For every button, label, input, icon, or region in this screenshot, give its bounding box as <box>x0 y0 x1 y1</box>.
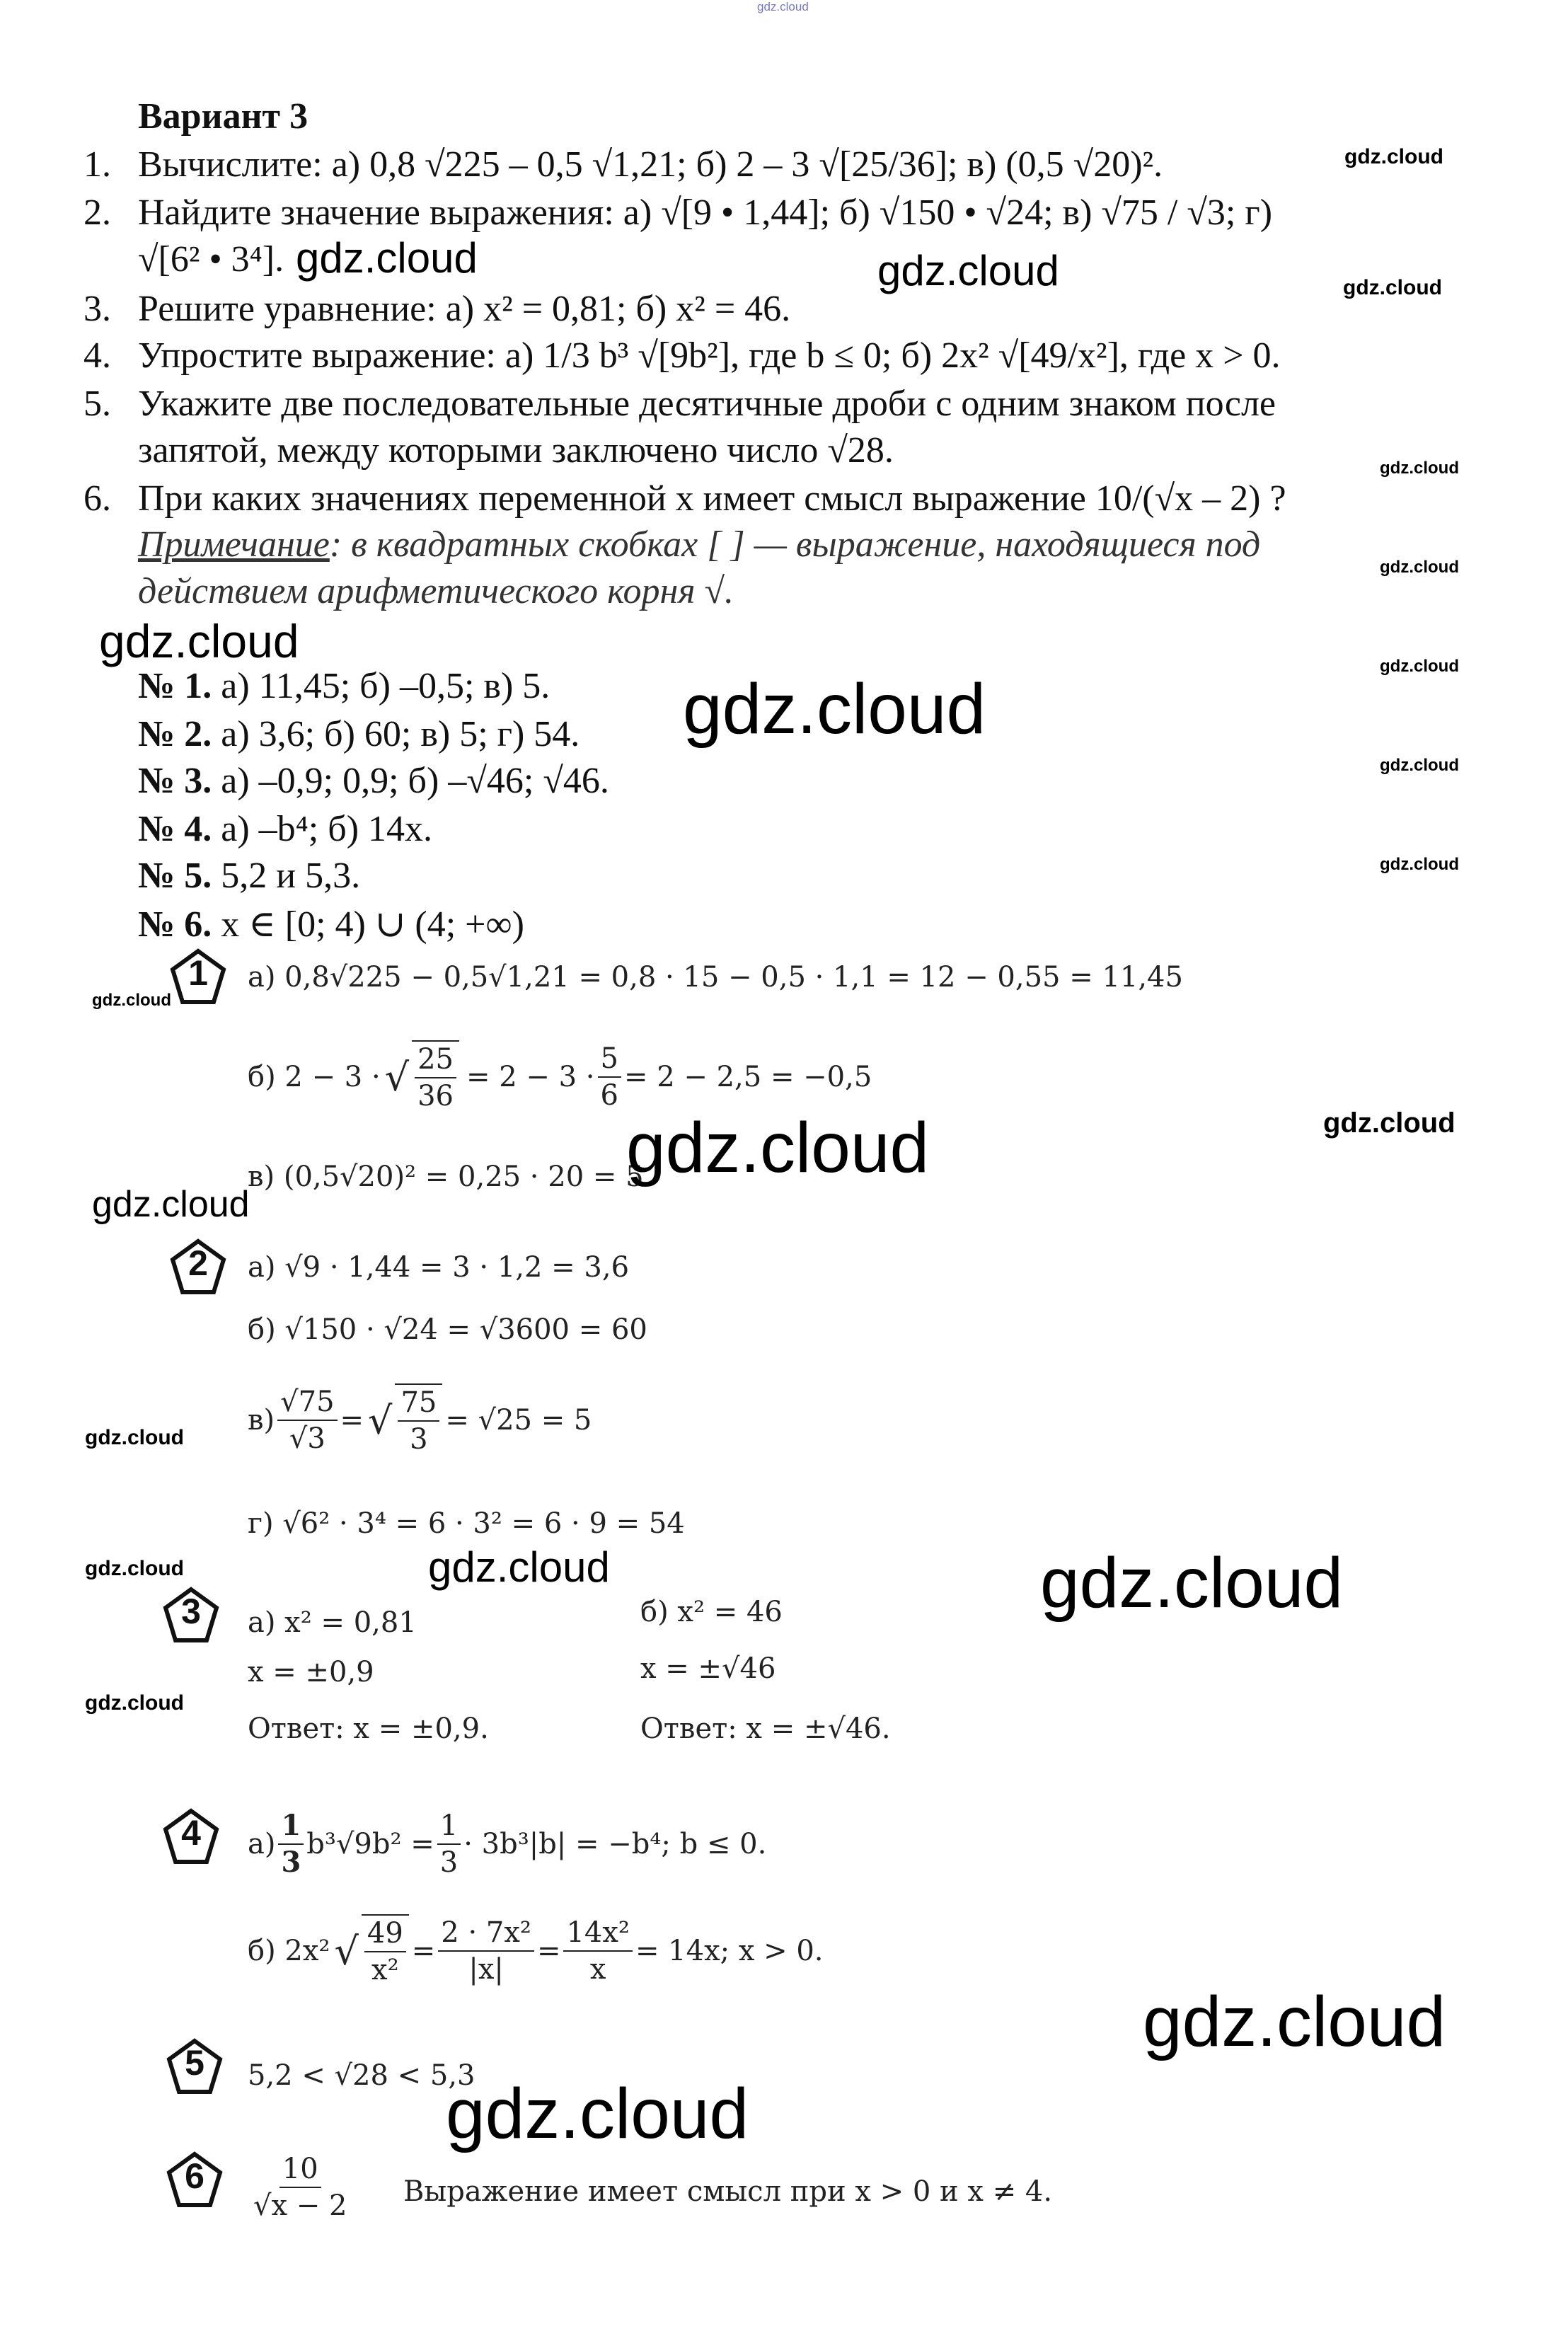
note-label: Примечание <box>138 524 330 565</box>
solution-6-fraction <box>248 2151 352 2223</box>
solution-3b-answer: Ответ: x = ±√46. <box>640 1713 891 1745</box>
solution-5: 5,2 < √28 < 5,3 <box>248 2059 475 2092</box>
task-text: Найдите значение выражения: а) √[9 • 1,44]; б) √150 • √24; в) √75 / √3; г) <box>138 192 1273 233</box>
problem-badge-1: 1 <box>170 948 226 1005</box>
answer-label: № 3. <box>138 761 212 801</box>
watermark: gdz.cloud <box>683 669 986 749</box>
solution-6-text: Выражение имеет смысл при x > 0 и x ≠ 4. <box>403 2175 1053 2208</box>
watermark: gdz.cloud <box>85 1557 184 1580</box>
task-text: Укажите две последовательные десятичные дроби с одним знаком после <box>138 384 1276 424</box>
fraction: $\frac{10}{√x - 2}$ <box>253 2153 347 2222</box>
answer-text: x ∈ [0; 4) ∪ (4; +∞) <box>212 904 524 945</box>
answer-label: № 5. <box>138 856 212 896</box>
answer-row <box>138 713 580 755</box>
solution-1c: в) (0,5√20)² = 0,25 · 20 = 5 <box>248 1161 644 1193</box>
fraction: $\frac{√75}{√3}$ <box>277 1384 337 1456</box>
watermark: gdz.cloud <box>1380 558 1459 577</box>
watermark: gdz.cloud <box>626 1108 930 1187</box>
fraction: $\frac{\text{14x²}}{x}$ <box>563 1915 633 1987</box>
watermark: gdz.cloud <box>92 991 171 1010</box>
problem-badge-6: 6 <box>166 2151 223 2208</box>
watermark: gdz.cloud <box>1380 756 1459 775</box>
note-text: действием арифметического корня √. <box>138 571 734 611</box>
answer-text: 5,2 и 5,3. <box>212 856 361 896</box>
answer-row <box>138 760 609 802</box>
solution-2b: б) √150 · √24 = √3600 = 60 <box>248 1313 647 1346</box>
solution-4a: а) $\frac{1}{3}$ b³√9b² = $\frac{1}{3}$ · 3b³|b| = −b⁴; b ≤ 0. <box>248 1809 767 1879</box>
task-number: 4. <box>83 335 111 376</box>
watermark: gdz.cloud <box>92 1184 250 1225</box>
task-text: √[6² • 3⁴]. <box>138 239 284 280</box>
solution-3b-line2: x = ±√46 <box>640 1652 776 1685</box>
watermark: gdz.cloud <box>1380 459 1459 478</box>
solution-2a: а) √9 · 1,44 = 3 · 1,2 = 3,6 <box>248 1251 630 1284</box>
solution-3a-line2: x = ±0,9 <box>248 1656 374 1688</box>
solution-1a: а) 0,8√225 − 0,5√1,21 = 0,8 · 15 − 0,5 · 1,1 = 12 − 0,55 = 11,45 <box>248 961 1183 994</box>
watermark: gdz.cloud <box>1323 1107 1455 1139</box>
solution-2d: г) √6² · 3⁴ = 6 · 3² = 6 · 9 = 54 <box>248 1507 685 1540</box>
solution-1b: б) 2 − 3 · √ $\frac{25}{36}$ = 2 − 3 · $\frac{5}{6}$ = 2 − 2,5 = −0,5 <box>248 1040 872 1114</box>
problem-badge-5: 5 <box>166 2038 223 2095</box>
task-number: 3. <box>83 289 111 329</box>
answer-row <box>138 855 360 897</box>
solution-3a-answer: Ответ: x = ±0,9. <box>248 1713 489 1745</box>
answer-text: а) 3,6; б) 60; в) 5; г) 54. <box>212 714 580 754</box>
problem-badge-2: 2 <box>170 1238 226 1295</box>
watermark: gdz.cloud <box>85 1426 184 1449</box>
fraction: $\frac{75}{3}$ <box>395 1383 442 1457</box>
answer-text: а) –0,9; 0,9; б) –√46; √46. <box>212 761 609 801</box>
watermark: gdz.cloud <box>99 615 299 667</box>
problem-badge-3: 3 <box>163 1587 219 1643</box>
watermark: gdz.cloud <box>85 1691 184 1715</box>
watermark: gdz.cloud <box>1380 855 1459 874</box>
task-text: Вычислите: а) 0,8 √225 – 0,5 √1,21; б) 2 – 3 √[25/36]; в) (0,5 √20)². <box>138 144 1163 185</box>
solution-3b-line1: б) x² = 46 <box>640 1596 783 1628</box>
task-text: Упростите выражение: а) 1/3 b³ √[9b²], где b ≤ 0; б) 2x² √[49/x²], где x > 0. <box>138 335 1281 376</box>
fraction: $\frac{49}{\text{x²}}$ <box>362 1914 409 1988</box>
fraction: $\frac{\text{2 · 7x²}}{|x|}$ <box>438 1915 534 1987</box>
answer-label: № 4. <box>138 809 212 849</box>
top-watermark: gdz.cloud <box>757 0 809 13</box>
fraction: $\frac{5}{6}$ <box>598 1041 621 1113</box>
watermark: gdz.cloud <box>1040 1543 1344 1623</box>
watermark: gdz.cloud <box>1143 1982 1446 2061</box>
watermark: gdz.cloud <box>446 2074 749 2153</box>
answer-row <box>138 903 524 945</box>
watermark: gdz.cloud <box>296 234 478 282</box>
task-text: Решите уравнение: а) x² = 0,81; б) x² = 46. <box>138 289 791 329</box>
watermark: gdz.cloud <box>428 1543 610 1591</box>
task-number: 5. <box>83 384 111 424</box>
fraction: $\frac{1}{3}$ <box>278 1808 304 1880</box>
watermark: gdz.cloud <box>877 247 1059 294</box>
variant-title: Вариант 3 <box>138 96 309 137</box>
task-text: При каких значениях переменной x имеет смысл выражение 10/(√x – 2) ? <box>138 478 1286 519</box>
answer-label: № 1. <box>138 666 212 706</box>
answer-label: № 6. <box>138 904 212 945</box>
fraction: $\frac{1}{3}$ <box>437 1808 461 1880</box>
answer-text: а) 11,45; б) –0,5; в) 5. <box>212 666 550 706</box>
problem-badge-4: 4 <box>163 1808 219 1865</box>
fraction: $\frac{25}{36}$ <box>412 1040 459 1114</box>
watermark: gdz.cloud <box>1344 145 1443 168</box>
note-line <box>138 524 1260 565</box>
answer-text: а) –b⁴; б) 14x. <box>212 809 433 849</box>
answer-row <box>138 665 550 707</box>
task-number: 1. <box>83 144 111 185</box>
solution-4b: б) 2x² √ $\frac{49}{\text{x²}}$ = $\frac{\text{2 · 7x²}}{|x|}$ = $\frac{\text{14x²}}{x}$ = 14x; x > 0. <box>248 1914 824 1988</box>
task-number: 6. <box>83 478 111 519</box>
task-number: 2. <box>83 192 111 233</box>
answer-row <box>138 808 432 850</box>
answer-label: № 2. <box>138 714 212 754</box>
note-text: : в квадратных скобках [ ] — выражение, находящиеся под <box>329 524 1261 565</box>
solution-2c: в) $\frac{√75}{√3}$ = √ $\frac{75}{3}$ = √25 = 5 <box>248 1383 592 1457</box>
task-text: запятой, между которыми заключено число √28. <box>138 430 894 471</box>
watermark: gdz.cloud <box>1343 276 1442 299</box>
watermark: gdz.cloud <box>1380 657 1459 676</box>
solution-3a-line1: а) x² = 0,81 <box>248 1606 417 1639</box>
